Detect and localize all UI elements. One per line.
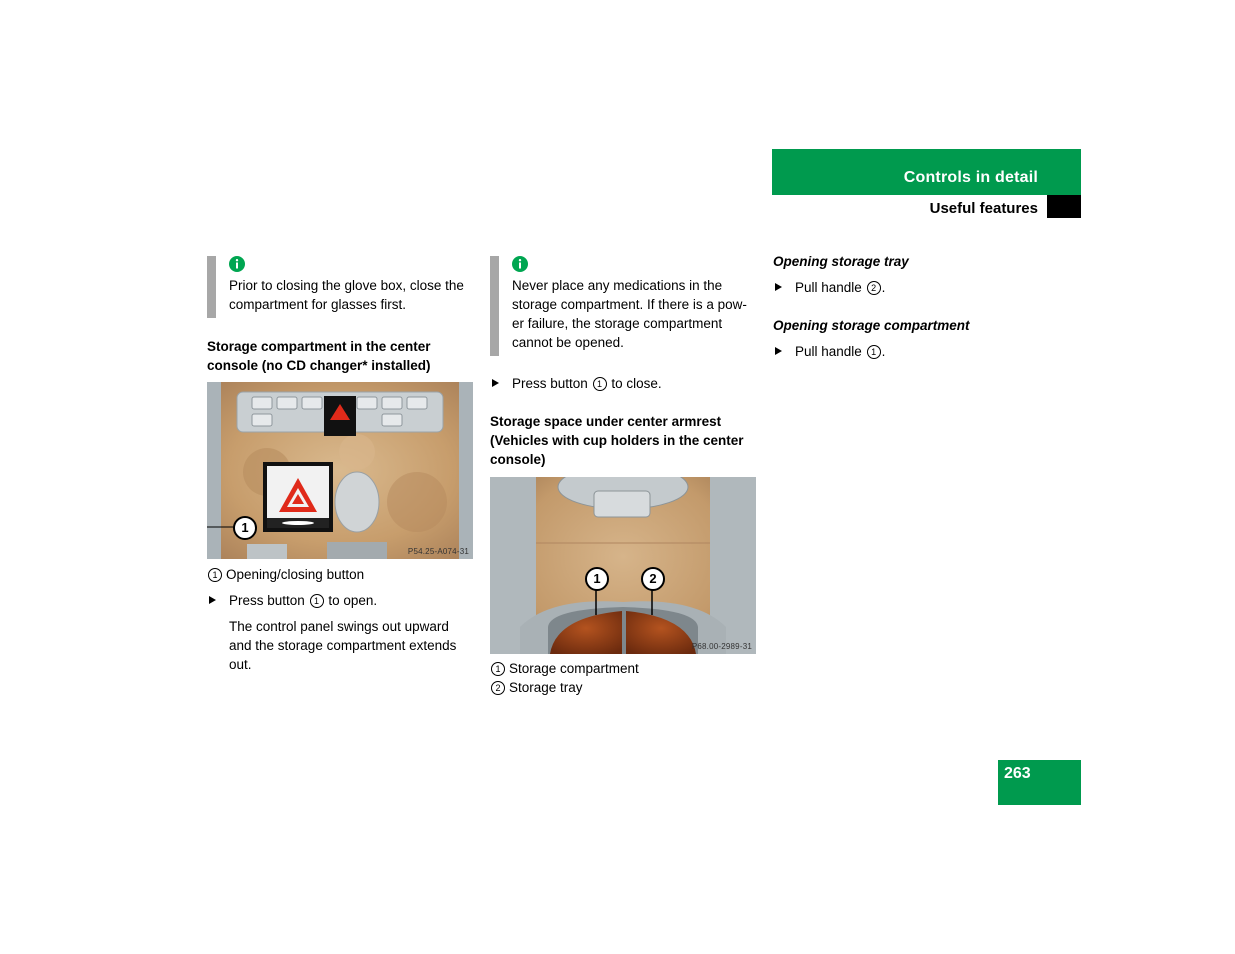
info-icon: [229, 256, 245, 272]
page-number-tab: [998, 760, 1081, 805]
callout-1: 1: [233, 516, 257, 540]
callout-1: 1: [585, 567, 609, 591]
bullet-arrow-icon: [492, 379, 499, 387]
info-note-text: Never place any medications in the storage compartment. If there is a pow-er failure, the storage compartment cannot be opened.: [512, 278, 747, 350]
column-3: [773, 252, 1081, 361]
section-title: Controls in detail: [903, 169, 1038, 186]
legend-item: [490, 659, 756, 678]
callout-2: 2: [641, 567, 665, 591]
bullet-arrow-icon: [775, 347, 782, 355]
legend-number: 2: [491, 681, 505, 695]
figure-code: P68.00-2989-31: [691, 642, 752, 651]
column-1: [207, 256, 473, 674]
subsection-header: [772, 195, 1081, 218]
legend-text: Storage compartment: [509, 661, 639, 676]
section-heading: Storage compartment in the center console (no CD changer* installed): [207, 339, 431, 373]
section-header: [772, 149, 1081, 195]
figure-code: P54.25-A074-31: [407, 547, 469, 556]
legend-number: 1: [208, 568, 222, 582]
instruction-step: Press button 1 to close.: [490, 374, 756, 393]
page-number: 263: [1004, 765, 1031, 782]
legend-text: Opening/closing button: [226, 567, 365, 582]
instruction-step: Pull handle 2 .: [773, 278, 1081, 297]
subheading: Opening storage tray: [773, 254, 909, 269]
bullet-arrow-icon: [775, 283, 782, 291]
legend-item: [490, 678, 756, 697]
legend-text: Storage tray: [509, 680, 583, 695]
info-note: [207, 256, 473, 318]
bullet-arrow-icon: [209, 596, 216, 604]
center-console-photo: [207, 382, 473, 559]
info-note-text: Prior to closing the glove box, close the compartment for glasses first.: [229, 278, 464, 312]
body-text: The control panel swings out upward and the storage compartment extends out.: [229, 619, 457, 672]
info-icon: [512, 256, 528, 272]
section-heading: Storage space under center armrest (Vehicles with cup holders in the center console): [490, 414, 744, 467]
legend-number: 1: [491, 662, 505, 676]
info-note: [490, 256, 756, 356]
subheading: Opening storage compartment: [773, 318, 970, 333]
legend-item: [207, 565, 473, 584]
subsection-title: Useful features: [929, 200, 1038, 217]
instruction-step: Press button 1 to open.: [207, 591, 473, 610]
armrest-storage-photo: [490, 477, 756, 654]
subsection-marker: [1047, 195, 1081, 218]
instruction-step: Pull handle 1 .: [773, 342, 1081, 361]
column-2: [490, 256, 756, 697]
